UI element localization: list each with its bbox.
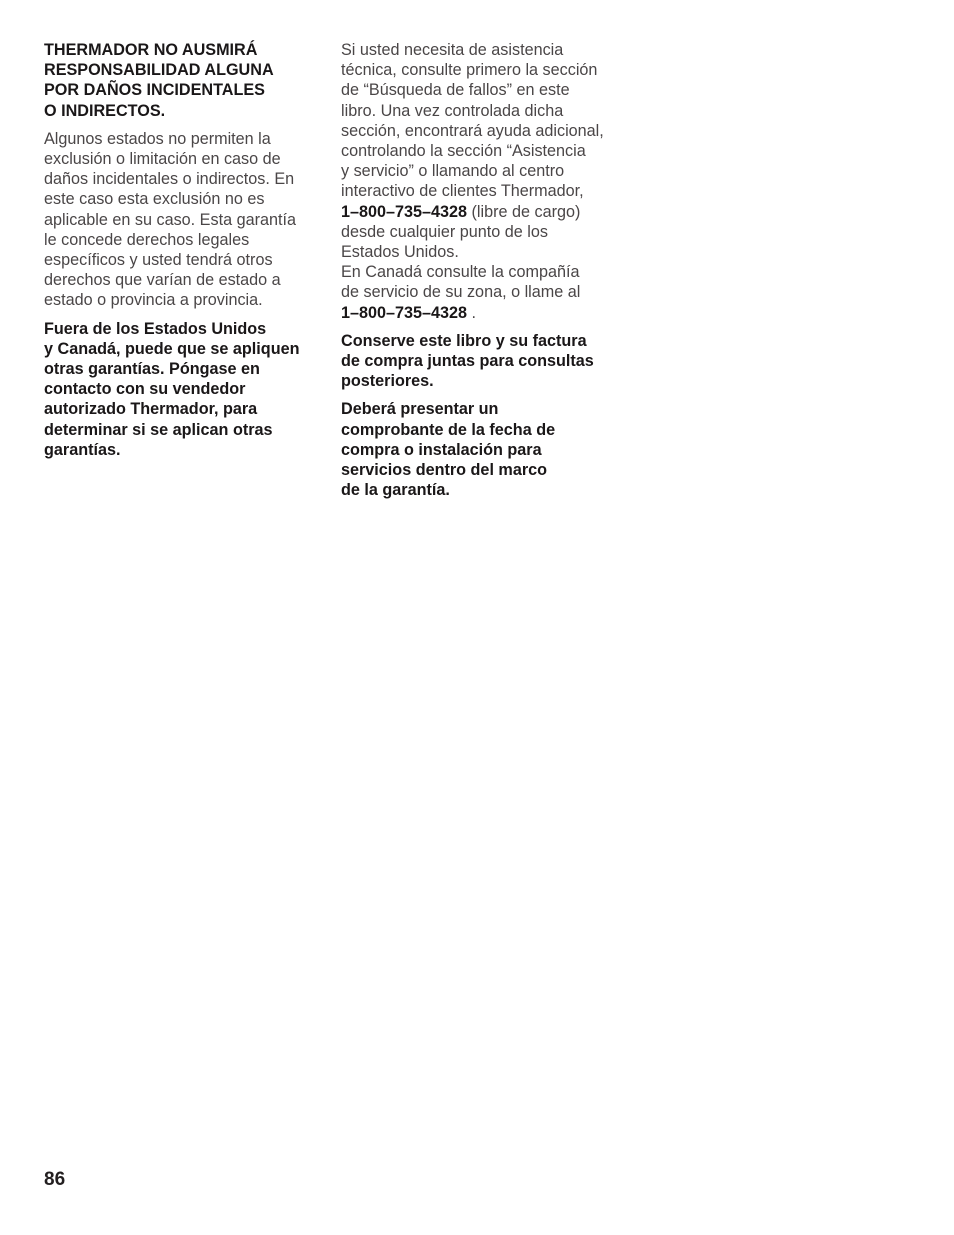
warranty-disclaimer-heading: [44, 40, 324, 121]
paragraph-line: Algunos estados no permiten la: [44, 129, 271, 148]
paragraph-line: aplicable en su caso. Esta garantía: [44, 210, 296, 229]
paragraph-line: de servicio de su zona, o llame al: [341, 283, 581, 302]
paragraph-line: Si usted necesita de asistencia: [341, 41, 564, 59]
phone-suffix: .: [467, 303, 477, 322]
paragraph-line: desde cualquier punto de los: [341, 222, 548, 241]
paragraph-line: daños incidentales o indirectos. En: [44, 170, 295, 189]
left-column: [44, 40, 324, 468]
paragraph-line: otras garantías. Póngase en: [44, 360, 260, 379]
paragraph-line: de la garantía.: [341, 481, 450, 500]
paragraph-line: Conserve este libro y su factura: [341, 331, 587, 350]
paragraph-line: y servicio” o llamando al centro: [341, 162, 565, 181]
phone-number: 1–800–735–4328: [341, 202, 468, 221]
paragraph-line: posteriores.: [341, 372, 434, 391]
paragraph-line: garantías.: [44, 440, 121, 459]
outside-us-canada-paragraph: [44, 319, 324, 460]
paragraph-line: de “Búsqueda de fallos” en este: [341, 81, 570, 100]
heading-line: THERMADOR NO AUSMIRÁ: [44, 41, 258, 59]
paragraph-line: contacto con su vendedor: [44, 380, 246, 399]
right-column: [341, 40, 621, 508]
paragraph-line: libro. Una vez controlada dicha: [341, 101, 564, 120]
paragraph-line: exclusión o limitación en caso de: [44, 150, 281, 169]
paragraph-line: En Canadá consulte la compañía: [341, 263, 580, 282]
paragraph-line: Deberá presentar un: [341, 400, 499, 419]
paragraph-line: Fuera de los Estados Unidos: [44, 319, 267, 338]
paragraph-line: y Canadá, puede que se apliquen: [44, 339, 300, 358]
paragraph-line: servicios dentro del marco: [341, 461, 548, 480]
paragraph-line: determinar si se aplican otras: [44, 420, 273, 439]
paragraph-line: de compra juntas para consultas: [341, 352, 594, 371]
proof-of-purchase-paragraph: [341, 399, 621, 500]
paragraph-line: estado o provincia a provincia.: [44, 291, 263, 310]
paragraph-line: compra o instalación para: [341, 440, 542, 459]
paragraph-line: controlando la sección “Asistencia: [341, 142, 586, 161]
paragraph-line: específicos y usted tendrá otros: [44, 251, 273, 270]
paragraph-line: sección, encontrará ayuda adicional,: [341, 121, 604, 140]
paragraph-line: autorizado Thermador, para: [44, 400, 258, 419]
paragraph-line: interactivo de clientes Thermador,: [341, 182, 584, 201]
phone-suffix: (libre de cargo): [467, 202, 581, 221]
paragraph-line: derechos que varían de estado a: [44, 271, 281, 290]
paragraph-line: Estados Unidos.: [341, 243, 459, 262]
page-number: 86: [44, 1169, 66, 1190]
heading-line: POR DAÑOS INCIDENTALES: [44, 81, 265, 100]
paragraph-line: este caso esta exclusión no es: [44, 190, 265, 209]
paragraph-line: comprobante de la fecha de: [341, 420, 556, 439]
phone-number-canada: 1–800–735–4328: [341, 303, 468, 322]
keep-book-paragraph: [341, 331, 621, 392]
heading-line: RESPONSABILIDAD ALGUNA: [44, 61, 274, 80]
heading-line: O INDIRECTOS.: [44, 101, 166, 120]
technical-assistance-paragraph: [341, 40, 621, 323]
phone-line: [341, 303, 621, 323]
paragraph-line: técnica, consulte primero la sección: [341, 61, 598, 80]
paragraph-line: le concede derechos legales: [44, 230, 250, 249]
exclusion-paragraph: [44, 129, 324, 311]
phone-line: [341, 202, 621, 222]
